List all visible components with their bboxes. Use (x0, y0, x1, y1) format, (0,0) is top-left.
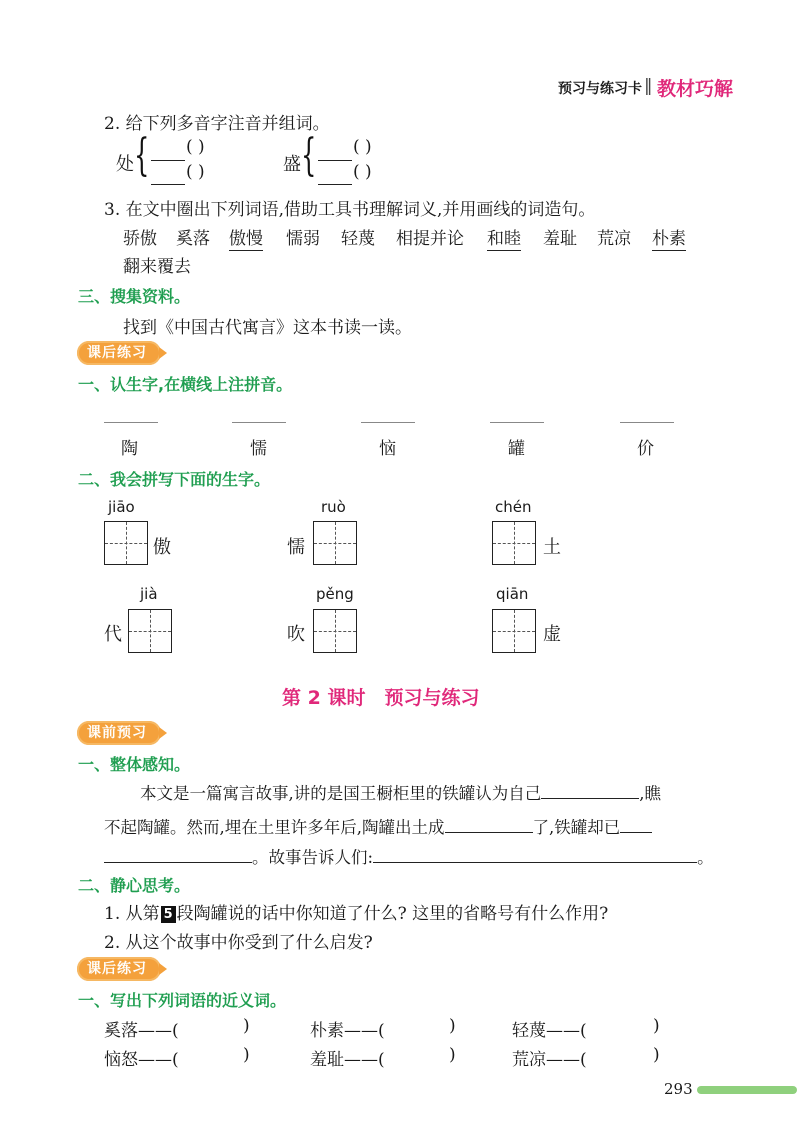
header-series-label: 预习与练习卡 (558, 81, 642, 97)
grid-char: 代 (104, 624, 122, 645)
word-2: 奚落 (176, 229, 210, 249)
pinyin-blank[interactable] (490, 422, 544, 423)
word-7-underlined: 和睦 (487, 224, 521, 251)
grid-char: 懦 (287, 537, 305, 558)
lesson-title: 第 2 课时 预习与练习 (282, 687, 480, 709)
brace-icon: { (301, 130, 317, 181)
word-3-underlined: 傲慢 (229, 224, 263, 251)
writing-grid[interactable] (313, 609, 357, 653)
synonym-item: 羞耻——( (310, 1050, 385, 1070)
header-book-title: 教材巧解 (657, 78, 734, 100)
after-class-badge: 课后练习 (77, 341, 161, 365)
pinyin-blank[interactable] (232, 422, 286, 423)
grid-char: 傲 (153, 537, 171, 558)
think-question-2: 2. 从这个故事中你受到了什么启发? (104, 933, 373, 953)
writing-grid[interactable] (313, 521, 357, 565)
new-char-2: 懦 (250, 439, 267, 459)
new-char-3: 恼 (379, 439, 396, 459)
before-section-2-title: 二、静心思考。 (78, 876, 191, 895)
word-6: 相提并论 (396, 229, 464, 249)
polyphone-char-2: 盛 (283, 154, 301, 175)
think-q1-a: 1. 从第 (104, 904, 160, 924)
synonym-close: ) (449, 1045, 456, 1065)
synonym-item: 恼怒——( (104, 1050, 179, 1070)
blank-line[interactable] (151, 160, 185, 161)
word-11: 翻来覆去 (123, 257, 191, 277)
synonym-item: 轻蔑——( (512, 1021, 587, 1041)
before-section-1-title: 一、整体感知。 (78, 755, 191, 774)
summary-line-3 (104, 841, 744, 875)
page-bar (697, 1086, 797, 1094)
q3-title: 3. 在文中圈出下列词语,借助工具书理解词义,并用画线的词造句。 (104, 200, 596, 220)
synonym-item: 奚落——( (104, 1021, 179, 1041)
grid-pinyin: jià (140, 585, 158, 603)
grid-char: 虚 (543, 624, 561, 645)
summary-line-2 (104, 811, 744, 845)
paren-slot[interactable]: ( ) (353, 162, 372, 182)
word-8: 羞耻 (543, 229, 577, 249)
after1-section-1-title: 一、认生字,在横线上注拼音。 (78, 375, 293, 394)
think-q1-b: 段陶罐说的话中你知道了什么? 这里的省略号有什么作用? (176, 904, 609, 924)
summary-text-3b: 。故事告诉人们: (252, 848, 374, 867)
synonym-close: ) (653, 1016, 660, 1036)
new-char-4: 罐 (508, 439, 525, 459)
writing-grid[interactable] (492, 521, 536, 565)
grid-char: 土 (543, 537, 561, 558)
synonym-close: ) (653, 1045, 660, 1065)
blank-line[interactable] (151, 184, 185, 185)
summary-text-3c: 。 (697, 848, 714, 867)
blank-line[interactable] (318, 160, 352, 161)
summary-text-2: 不起陶罐。然而,埋在土里许多年后,陶罐出土成 (104, 818, 445, 837)
synonym-close: ) (449, 1016, 456, 1036)
after2-section-1-title: 一、写出下列词语的近义词。 (78, 991, 287, 1010)
fill-blank-2[interactable] (445, 814, 533, 833)
grid-pinyin: chén (495, 498, 532, 516)
after1-section-2-title: 二、我会拼写下面的生字。 (78, 470, 271, 489)
word-9: 荒凉 (597, 229, 631, 249)
writing-grid[interactable] (128, 609, 172, 653)
grid-char: 吹 (287, 624, 305, 645)
new-char-5: 价 (637, 439, 654, 459)
before-class-badge: 课前预习 (77, 721, 161, 745)
fill-blank-1[interactable] (541, 780, 639, 799)
writing-grid[interactable] (104, 521, 148, 565)
section-3-text: 找到《中国古代寓言》这本书读一读。 (123, 318, 412, 338)
summary-text-1b: ,瞧 (639, 784, 661, 803)
writing-grid[interactable] (492, 609, 536, 653)
section-3-title: 三、搜集资料。 (78, 287, 191, 306)
synonym-item: 荒凉——( (512, 1050, 587, 1070)
synonym-item: 朴素——( (310, 1021, 385, 1041)
grid-pinyin: qiān (496, 585, 529, 603)
fill-blank-3a[interactable] (620, 814, 652, 833)
fill-blank-4[interactable] (373, 844, 697, 863)
after-class-badge-2: 课后练习 (77, 957, 161, 981)
think-question-1 (104, 899, 608, 924)
page-number: 293 (664, 1080, 693, 1098)
fill-blank-3b[interactable] (104, 844, 252, 863)
summary-text-1: 本文是一篇寓言故事,讲的是国王橱柜里的铁罐认为自己 (140, 784, 542, 803)
blank-line[interactable] (318, 184, 352, 185)
grid-pinyin: ruò (321, 498, 346, 516)
paren-slot[interactable]: ( ) (353, 137, 372, 157)
polyphone-char-1: 处 (116, 154, 134, 175)
synonym-close: ) (243, 1016, 250, 1036)
q2-title: 2. 给下列多音字注音并组词。 (104, 114, 330, 134)
brace-icon: { (134, 130, 150, 181)
header-separator: ‖ (644, 76, 653, 96)
word-1: 骄傲 (123, 229, 157, 249)
word-5: 轻蔑 (341, 229, 375, 249)
pinyin-blank[interactable] (361, 422, 415, 423)
word-4: 懦弱 (286, 229, 320, 249)
summary-text-2b: 了,铁罐却已 (532, 818, 621, 837)
new-char-1: 陶 (121, 439, 138, 459)
synonym-close: ) (243, 1045, 250, 1065)
word-10-underlined: 朴素 (652, 224, 686, 251)
pinyin-blank[interactable] (104, 422, 158, 423)
pinyin-blank[interactable] (620, 422, 674, 423)
paren-slot[interactable]: ( ) (186, 137, 205, 157)
grid-pinyin: jiāo (108, 498, 135, 516)
grid-pinyin: pěng (316, 585, 354, 603)
summary-line-1 (140, 777, 740, 811)
paren-slot[interactable]: ( ) (186, 162, 205, 182)
paragraph-number-badge: 5 (161, 906, 176, 923)
